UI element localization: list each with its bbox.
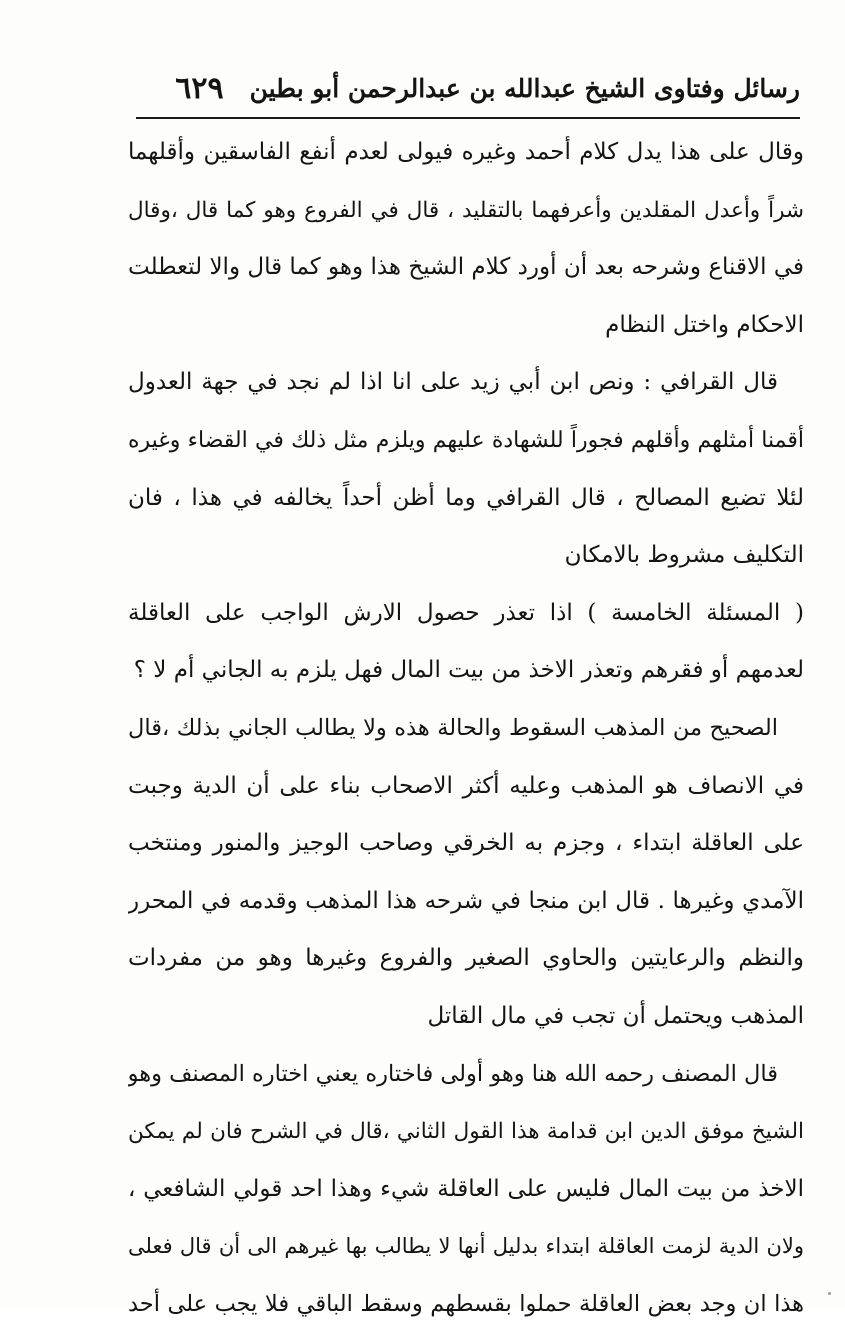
- text-line: على العاقلة ابتداء ، وجزم به الخرقي وصاحب الوجيز والمنور ومنتخب: [128, 830, 804, 857]
- text-line: الاخذ من بيت المال فليس على العاقلة شيء وهذا احد قولي الشافعي ،: [128, 1175, 804, 1202]
- page-number: ٦٢٩: [175, 70, 224, 106]
- text-line: لئلا تضيع المصالح ، قال القرافي وما أظن أحداً يخالفه في هذا ، فان: [128, 484, 804, 511]
- body-text: [128, 124, 804, 1333]
- text-line: الآمدي وغيرها . قال ابن منجا في شرحه هذا المذهب وقدمه في المحرر: [128, 887, 804, 914]
- text-line: الشيخ موفق الدين ابن قدامة هذا القول الثاني ،قال في الشرح فان لم يمكن: [128, 1119, 804, 1145]
- text-line: التكليف مشروط بالامكان: [564, 542, 804, 569]
- text-line: الاحكام واختل النظام: [605, 311, 804, 338]
- page-header: [150, 64, 800, 112]
- text-line: الصحيح من المذهب السقوط والحالة هذه ولا يطالب الجاني بذلك ،قال: [128, 714, 778, 741]
- running-title: رسائل وفتاوى الشيخ عبدالله بن عبدالرحمن أبو بطين: [249, 73, 800, 103]
- text-line: أقمنا أمثلهم وأقلهم فجوراً للشهادة عليهم ويلزم مثل ذلك في القضاء وغيره: [128, 427, 804, 453]
- text-line: شراً وأعدل المقلدين وأعرفهما بالتقليد ، قال في الفروع وهو كما قال ،وقال: [128, 197, 804, 223]
- text-line: والنظم والرعايتين والحاوي الصغير والفروع وغيرها وهو من مفردات: [128, 945, 804, 972]
- text-line: في الاقناع وشرحه بعد أن أورد كلام الشيخ هذا وهو كما قال والا لتعطلت: [128, 254, 804, 281]
- text-line: هذا ان وجد بعض العاقلة حملوا بقسطهم وسقط الباقي فلا يجب على أحد: [128, 1290, 804, 1317]
- text-line: المذهب ويحتمل أن تجب في مال القاتل: [427, 1002, 804, 1029]
- margin-mark: [828, 1292, 831, 1295]
- text-line: وقال على هذا يدل كلام أحمد وغيره فيولى لعدم أنفع الفاسقين وأقلهما: [128, 139, 804, 165]
- text-line: قال القرافي : ونص ابن أبي زيد على انا اذا لم نجد في جهة العدول: [128, 369, 778, 396]
- question-heading-line: ( المسئلة الخامسة ) اذا تعذر حصول الارش الواجب على العاقلة: [128, 599, 804, 626]
- text-line: في الانصاف هو المذهب وعليه أكثر الاصحاب بناء على أن الدية وجبت: [128, 772, 804, 799]
- text-line: ولان الدية لزمت العاقلة ابتداء بدليل أنها لا يطالب بها غيرهم الى أن قال فعلى: [128, 1234, 804, 1259]
- question-line: لعدمهم أو فقرهم وتعذر الاخذ من بيت المال فهل يلزم به الجاني أم لا ؟: [133, 657, 804, 684]
- text-line: قال المصنف رحمه الله هنا وهو أولى فاختاره يعني اختاره المصنف وهو: [128, 1060, 778, 1087]
- header-rule: [136, 117, 800, 119]
